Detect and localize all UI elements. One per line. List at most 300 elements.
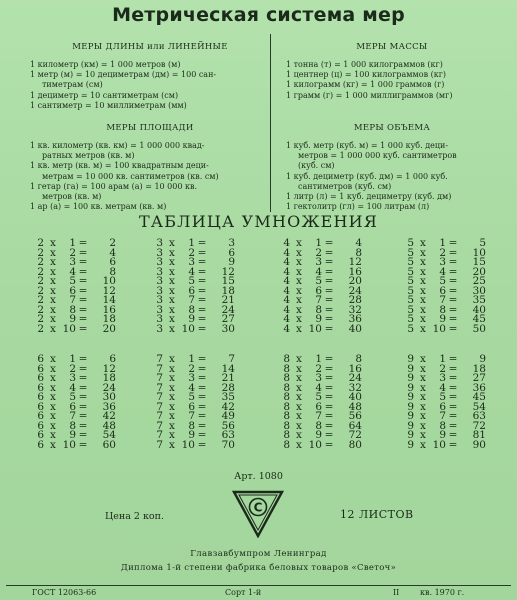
factor: 7	[156, 429, 163, 441]
equals-sign: =	[448, 294, 458, 306]
multiplier: 6	[188, 400, 195, 413]
factor: 7	[156, 391, 163, 403]
times-sign: x	[169, 438, 175, 451]
equals-sign: =	[448, 246, 458, 259]
multiplier: 5	[315, 391, 322, 403]
multiplier: 6	[439, 400, 446, 413]
multiplier: 6	[188, 284, 195, 297]
multiplication-row	[280, 438, 362, 451]
multiplier: 9	[439, 313, 446, 325]
equals-sign: =	[78, 284, 88, 297]
volume-line: 1 гектолитр (гл) = 100 литрам (л)	[286, 202, 430, 212]
times-sign: x	[50, 429, 56, 441]
product: 14	[102, 294, 116, 306]
product: 4	[355, 237, 362, 249]
multiplier: 2	[69, 246, 76, 259]
volume-line: метров = 1 000 000 куб. сантиметров	[298, 151, 457, 161]
product: 2	[109, 237, 116, 249]
product: 35	[472, 294, 486, 306]
equals-sign: =	[448, 322, 458, 335]
factor: 2	[37, 294, 44, 306]
factor: 9	[407, 381, 414, 394]
equals-sign: =	[78, 322, 88, 335]
area-line: 1 гетар (га) = 100 арам (а) = 10 000 кв.	[30, 181, 198, 191]
equals-sign: =	[324, 275, 334, 287]
multiplier: 1	[69, 237, 76, 249]
area-line: 1 кв. метр (кв. м) = 100 квадратным деци-	[30, 161, 209, 171]
product: 56	[348, 410, 362, 422]
factor: 6	[37, 429, 44, 441]
equals-sign: =	[324, 284, 334, 297]
product: 18	[472, 362, 486, 375]
multiplier: 8	[188, 419, 195, 432]
product: 54	[102, 429, 116, 441]
multiplication-row	[34, 322, 116, 335]
equals-sign: =	[324, 410, 334, 422]
times-sign: x	[169, 400, 175, 413]
equals-sign: =	[197, 237, 207, 249]
product: 56	[221, 419, 235, 432]
product: 40	[348, 391, 362, 403]
equals-sign: =	[197, 265, 207, 278]
multiplication-row	[404, 438, 486, 451]
times-sign: x	[420, 391, 426, 403]
times-sign: x	[296, 400, 302, 413]
product: 45	[472, 391, 486, 403]
times-sign: x	[296, 372, 302, 384]
times-sign: x	[420, 419, 426, 432]
page-title: Метрическая система мер	[112, 4, 405, 26]
product: 30	[102, 391, 116, 403]
product: 15	[472, 256, 486, 268]
mass-line: 1 центнер (ц) = 100 килограммов (кг)	[286, 70, 447, 80]
multiplier: 5	[188, 391, 195, 403]
equals-sign: =	[448, 313, 458, 325]
multiplier: 6	[315, 400, 322, 413]
factor: 6	[37, 438, 44, 451]
equals-sign: =	[78, 410, 88, 422]
times-sign: x	[296, 313, 302, 325]
times-sign: x	[420, 322, 426, 335]
factor: 4	[283, 256, 290, 268]
factor: 9	[407, 400, 414, 413]
multiplier: 4	[69, 265, 76, 278]
equals-sign: =	[324, 237, 334, 249]
times-sign: x	[169, 265, 175, 278]
multiplier: 7	[69, 410, 76, 422]
times-sign: x	[420, 381, 426, 394]
factor: 2	[37, 313, 44, 325]
factor: 9	[407, 419, 414, 432]
multiplier: 5	[69, 391, 76, 403]
product: 80	[348, 438, 362, 451]
factor: 4	[283, 284, 290, 297]
multiplier: 4	[315, 265, 322, 278]
factor: 6	[37, 381, 44, 394]
factor: 9	[407, 362, 414, 375]
volume-line: 1 куб. метр (куб. м) = 1 000 куб. деци-	[286, 141, 449, 150]
product: 36	[102, 400, 116, 413]
equals-sign: =	[448, 303, 458, 316]
factor: 8	[283, 438, 290, 451]
multiplier: 2	[439, 362, 446, 375]
column-divider	[270, 34, 271, 212]
product: 72	[348, 429, 362, 441]
times-sign: x	[50, 237, 56, 249]
product: 21	[221, 294, 235, 306]
multiplier: 9	[315, 429, 322, 441]
factor: 4	[283, 294, 290, 306]
product: 5	[479, 237, 486, 249]
product: 20	[472, 265, 486, 278]
product: 6	[228, 246, 235, 259]
product: 36	[472, 381, 486, 394]
multiplier: 7	[315, 410, 322, 422]
equals-sign: =	[78, 391, 88, 403]
times-sign: x	[50, 265, 56, 278]
equals-sign: =	[78, 246, 88, 259]
product: 6	[109, 256, 116, 268]
multiplier: 3	[315, 256, 322, 268]
factor: 8	[283, 391, 290, 403]
equals-sign: =	[78, 294, 88, 306]
multiplier: 1	[188, 353, 195, 365]
equals-sign: =	[448, 237, 458, 249]
product: 63	[472, 410, 486, 422]
times-sign: x	[296, 322, 302, 335]
manufacturer: Главзавбумпром Ленинград	[190, 549, 327, 559]
volume-line: (куб. см)	[298, 161, 335, 171]
factor: 5	[407, 265, 414, 278]
multiplication-row	[280, 322, 362, 335]
times-sign: x	[169, 313, 175, 325]
times-sign: x	[50, 362, 56, 375]
product: 30	[221, 322, 235, 335]
multiplier: 10	[181, 322, 195, 335]
equals-sign: =	[448, 372, 458, 384]
factor: 4	[283, 237, 290, 249]
equals-sign: =	[324, 265, 334, 278]
equals-sign: =	[78, 237, 88, 249]
times-table-4	[280, 239, 362, 334]
multiplier: 7	[188, 410, 195, 422]
product: 48	[102, 419, 116, 432]
volume-heading: МЕРЫ ОБЪЕМА	[353, 123, 431, 133]
equals-sign: =	[448, 275, 458, 287]
multiplier: 2	[315, 362, 322, 375]
equals-sign: =	[448, 256, 458, 268]
times-sign: x	[296, 429, 302, 441]
product: 60	[102, 438, 116, 451]
equals-sign: =	[78, 303, 88, 316]
equals-sign: =	[448, 438, 458, 451]
length-line: 1 сантиметр = 10 миллиметрам (мм)	[30, 100, 187, 110]
multiplier: 2	[439, 246, 446, 259]
multiplier: 8	[188, 303, 195, 316]
product: 9	[228, 256, 235, 268]
length-line: 1 километр (км) = 1 000 метров (м)	[30, 60, 181, 69]
equals-sign: =	[324, 419, 334, 432]
multiplier: 3	[439, 372, 446, 384]
price-label: Цена 2 коп.	[105, 511, 164, 522]
multiplier: 6	[439, 284, 446, 297]
times-sign: x	[420, 265, 426, 278]
equals-sign: =	[448, 381, 458, 394]
product: 12	[348, 256, 362, 268]
times-sign: x	[50, 353, 56, 365]
times-sign: x	[420, 429, 426, 441]
times-sign: x	[50, 256, 56, 268]
factor: 9	[407, 372, 414, 384]
factor: 2	[37, 256, 44, 268]
product: 24	[348, 372, 362, 384]
multiplication-row	[153, 322, 235, 335]
equals-sign: =	[324, 362, 334, 375]
factor: 5	[407, 303, 414, 316]
multiplier: 2	[188, 362, 195, 375]
equals-sign: =	[197, 419, 207, 432]
multiplier: 2	[188, 246, 195, 259]
times-sign: x	[296, 246, 302, 259]
multiplier: 4	[439, 265, 446, 278]
factor: 8	[283, 372, 290, 384]
volume-line: 1 куб. дециметр (куб. дм) = 1 000 куб.	[286, 171, 448, 181]
product: 63	[221, 429, 235, 441]
times-sign: x	[420, 372, 426, 384]
times-sign: x	[296, 362, 302, 375]
times-sign: x	[296, 391, 302, 403]
product: 42	[102, 410, 116, 422]
product: 8	[355, 246, 362, 259]
times-sign: x	[169, 381, 175, 394]
times-sign: x	[50, 322, 56, 335]
equals-sign: =	[324, 322, 334, 335]
factor: 2	[37, 322, 44, 335]
factor: 8	[283, 400, 290, 413]
equals-sign: =	[197, 391, 207, 403]
product: 3	[228, 237, 235, 249]
product: 24	[348, 284, 362, 297]
factor: 6	[37, 372, 44, 384]
product: 30	[472, 284, 486, 297]
equals-sign: =	[78, 275, 88, 287]
multiplier: 1	[439, 353, 446, 365]
factor: 8	[283, 381, 290, 394]
product: 16	[348, 362, 362, 375]
times-sign: x	[169, 237, 175, 249]
product: 50	[472, 322, 486, 335]
factor: 7	[156, 410, 163, 422]
times-sign: x	[50, 372, 56, 384]
multiplier: 4	[439, 381, 446, 394]
factor: 7	[156, 372, 163, 384]
length-heading: МЕРЫ ДЛИНЫ или ЛИНЕЙНЫЕ	[72, 42, 228, 52]
times-sign: x	[50, 400, 56, 413]
factor: 3	[156, 275, 163, 287]
product: 72	[472, 419, 486, 432]
multiplier: 4	[69, 381, 76, 394]
product: 8	[355, 353, 362, 365]
product: 12	[102, 362, 116, 375]
times-sign: x	[420, 294, 426, 306]
product: 15	[221, 275, 235, 287]
factor: 5	[407, 294, 414, 306]
equals-sign: =	[197, 372, 207, 384]
factory-diploma: Диплома 1-й степени фабрика беловых товаров «Светоч»	[120, 563, 397, 573]
times-sign: x	[420, 438, 426, 451]
times-table-8	[280, 355, 362, 450]
times-table-9	[404, 355, 486, 450]
multiplier: 3	[188, 372, 195, 384]
multiplier: 10	[432, 438, 446, 451]
multiplier: 7	[439, 294, 446, 306]
factory-logo-icon	[232, 488, 284, 538]
factor: 5	[407, 237, 414, 249]
product: 20	[102, 322, 116, 335]
product: 4	[109, 246, 116, 259]
multiplier: 5	[439, 275, 446, 287]
times-sign: x	[50, 391, 56, 403]
equals-sign: =	[324, 353, 334, 365]
multiplier: 7	[69, 294, 76, 306]
factor: 5	[407, 284, 414, 297]
equals-sign: =	[448, 429, 458, 441]
length-section	[30, 60, 216, 111]
times-table-2	[34, 239, 116, 334]
factor: 5	[407, 246, 414, 259]
equals-sign: =	[78, 419, 88, 432]
factor: 8	[283, 410, 290, 422]
factor: 4	[283, 246, 290, 259]
times-sign: x	[296, 438, 302, 451]
equals-sign: =	[197, 400, 207, 413]
volume-line: 1 литр (л) = 1 куб. дециметру (куб. дм)	[286, 192, 452, 202]
multiplication-row	[153, 438, 235, 451]
factor: 5	[407, 322, 414, 335]
times-sign: x	[169, 410, 175, 422]
product: 40	[348, 322, 362, 335]
multiplier: 10	[62, 322, 76, 335]
factor: 6	[37, 410, 44, 422]
equals-sign: =	[197, 275, 207, 287]
product: 12	[221, 265, 235, 278]
multiplier: 10	[432, 322, 446, 335]
times-sign: x	[169, 256, 175, 268]
multiplier: 7	[439, 410, 446, 422]
factor: 3	[156, 237, 163, 249]
equals-sign: =	[197, 322, 207, 335]
equals-sign: =	[197, 353, 207, 365]
equals-sign: =	[78, 353, 88, 365]
times-sign: x	[50, 381, 56, 394]
equals-sign: =	[448, 284, 458, 297]
length-line: тиметрам (см)	[42, 80, 103, 90]
product: 32	[348, 381, 362, 394]
times-table-6	[34, 355, 116, 450]
times-sign: x	[50, 294, 56, 306]
times-sign: x	[50, 410, 56, 422]
times-sign: x	[169, 429, 175, 441]
area-line: метрам = 10 000 кв. сантиметров (кв. см)	[42, 171, 219, 181]
equals-sign: =	[448, 400, 458, 413]
equals-sign: =	[324, 294, 334, 306]
times-sign: x	[296, 294, 302, 306]
factor: 2	[37, 284, 44, 297]
times-sign: x	[169, 246, 175, 259]
times-sign: x	[169, 275, 175, 287]
times-sign: x	[50, 303, 56, 316]
factor: 3	[156, 322, 163, 335]
multiplier: 4	[188, 265, 195, 278]
equals-sign: =	[197, 438, 207, 451]
factor: 5	[407, 313, 414, 325]
factor: 9	[407, 429, 414, 441]
equals-sign: =	[197, 429, 207, 441]
factor: 2	[37, 246, 44, 259]
year-label: кв. 1970 г.	[420, 588, 465, 597]
equals-sign: =	[78, 372, 88, 384]
equals-sign: =	[78, 313, 88, 325]
multiplier: 9	[188, 429, 195, 441]
length-line: 1 метр (м) = 10 дециметрам (дм) = 100 сан-	[30, 70, 217, 80]
product: 28	[348, 294, 362, 306]
times-sign: x	[169, 372, 175, 384]
product: 6	[109, 353, 116, 365]
factor: 9	[407, 391, 414, 403]
logo-letter: С	[253, 500, 263, 515]
times-table-3	[153, 239, 235, 334]
factor: 9	[407, 353, 414, 365]
product: 90	[472, 438, 486, 451]
times-sign: x	[420, 275, 426, 287]
equals-sign: =	[448, 265, 458, 278]
product: 10	[102, 275, 116, 287]
multiplication-row	[404, 322, 486, 335]
times-sign: x	[420, 400, 426, 413]
factor: 7	[156, 400, 163, 413]
equals-sign: =	[448, 391, 458, 403]
multiplier: 8	[69, 303, 76, 316]
equals-sign: =	[324, 391, 334, 403]
equals-sign: =	[78, 400, 88, 413]
multiplier: 6	[315, 284, 322, 297]
factor: 6	[37, 419, 44, 432]
area-line: 1 ар (а) = 100 кв. метрам (кв. м)	[30, 202, 167, 212]
factor: 7	[156, 438, 163, 451]
factor: 8	[283, 419, 290, 432]
multiplier: 8	[315, 419, 322, 432]
factor: 7	[156, 353, 163, 365]
multiplier: 3	[69, 256, 76, 268]
times-sign: x	[420, 353, 426, 365]
factor: 3	[156, 265, 163, 278]
equals-sign: =	[324, 303, 334, 316]
times-sign: x	[169, 391, 175, 403]
multiplier: 4	[188, 381, 195, 394]
area-heading: МЕРЫ ПЛОЩАДИ	[106, 123, 194, 133]
multiplier: 5	[315, 275, 322, 287]
length-line: 1 дециметр = 10 сантиметрам (см)	[30, 90, 179, 100]
equals-sign: =	[197, 303, 207, 316]
gost-code: ГОСТ 12063-66	[32, 588, 97, 597]
product: 24	[102, 381, 116, 394]
equals-sign: =	[324, 372, 334, 384]
times-sign: x	[296, 265, 302, 278]
multiplier: 4	[315, 381, 322, 394]
multiplier: 10	[62, 438, 76, 451]
factor: 2	[37, 275, 44, 287]
equals-sign: =	[448, 419, 458, 432]
